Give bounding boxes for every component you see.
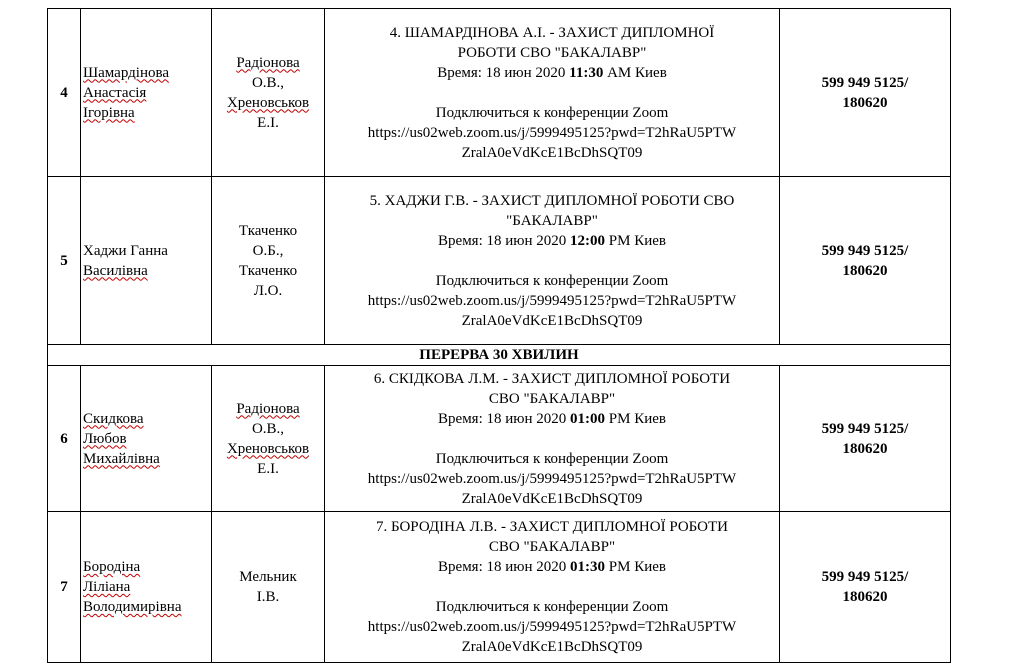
defense-time: Время: 18 июн 2020 01:30 PM Киев (438, 559, 666, 575)
table-row (48, 512, 951, 663)
row-number: 7 (48, 512, 81, 663)
row-number: 6 (48, 366, 81, 512)
defense-title: 5. ХАДЖИ Г.В. - ЗАХИСТ ДИПЛОМНОЇ РОБОТИ СВО (369, 192, 735, 209)
zoom-label: Подключиться к конференции Zoom (435, 450, 669, 467)
supervisor: Ткаченко О.Б., Ткаченко Л.О. (212, 177, 325, 345)
zoom-label: Подключиться к конференции Zoom (435, 272, 669, 289)
zoom-credentials: 599 949 5125/ 180620 (780, 366, 951, 512)
defense-time: Время: 18 июн 2020 01:00 PM Киев (438, 410, 666, 427)
defense-title: СВО "БАКАЛАВР" (488, 539, 616, 555)
zoom-link[interactable]: https://us02web.zoom.us/j/5999495125?pwd=T2hRaU5PTW (367, 619, 737, 635)
zoom-link[interactable]: ZralA0eVdKcE1BcDhSQT09 (461, 312, 643, 329)
zoom-link[interactable]: https://us02web.zoom.us/j/5999495125?pwd=T2hRaU5PTW (367, 124, 737, 141)
zoom-link[interactable]: ZralA0eVdKcE1BcDhSQT09 (461, 144, 643, 161)
defense-time: Время: 18 июн 2020 11:30 AM Киев (437, 64, 667, 81)
defense-title: 7. БОРОДІНА Л.В. - ЗАХИСТ ДИПЛОМНОЇ РОБОТИ (375, 519, 729, 535)
break-label: ПЕРЕРВА 30 ХВИЛИН (48, 345, 951, 366)
zoom-credentials: 599 949 5125/ 180620 (780, 177, 951, 345)
defense-schedule-table (47, 8, 951, 663)
student-name: Бородіна Ліліана Володимирівна (81, 512, 212, 663)
defense-title: 4. ШАМАРДІНОВА А.І. - ЗАХИСТ ДИПЛОМНОЇ (389, 24, 715, 41)
zoom-link[interactable]: https://us02web.zoom.us/j/5999495125?pwd=T2hRaU5PTW (367, 292, 737, 309)
row-number: 5 (48, 177, 81, 345)
zoom-link[interactable]: https://us02web.zoom.us/j/5999495125?pwd=T2hRaU5PTW (367, 470, 737, 487)
zoom-link[interactable]: ZralA0eVdKcE1BcDhSQT09 (461, 639, 643, 655)
student-name: Скидкова Любов Михайлівна (81, 366, 212, 512)
table-row (48, 177, 951, 345)
zoom-credentials: 599 949 5125/ 180620 (780, 9, 951, 177)
defense-title: "БАКАЛАВР" (506, 212, 598, 229)
zoom-label: Подключиться к конференции Zoom (435, 599, 669, 615)
defense-details (325, 177, 780, 345)
defense-time: Время: 18 июн 2020 12:00 PM Киев (438, 232, 666, 249)
defense-details (325, 366, 780, 512)
student-name: Шамардінова Анастасія Ігорівна (81, 9, 212, 177)
student-name: Хаджи Ганна Василівна (81, 177, 212, 345)
table-row (48, 366, 951, 512)
zoom-label: Подключиться к конференции Zoom (435, 104, 669, 121)
break-row (48, 345, 951, 366)
supervisor: Радіонова О.В., Хреновськов Е.І. (212, 366, 325, 512)
defense-details (325, 512, 780, 663)
table-row (48, 9, 951, 177)
defense-title: 6. СКІДКОВА Л.М. - ЗАХИСТ ДИПЛОМНОЇ РОБОТИ (373, 370, 731, 387)
zoom-credentials: 599 949 5125/ 180620 (780, 512, 951, 663)
zoom-link[interactable]: ZralA0eVdKcE1BcDhSQT09 (461, 490, 643, 507)
defense-title: СВО "БАКАЛАВР" (488, 390, 616, 407)
row-number: 4 (48, 9, 81, 177)
defense-details (325, 9, 780, 177)
defense-title: РОБОТИ СВО "БАКАЛАВР" (457, 44, 647, 61)
supervisor: Мельник І.В. (212, 512, 325, 663)
supervisor: Радіонова О.В., Хреновськов Е.І. (212, 9, 325, 177)
